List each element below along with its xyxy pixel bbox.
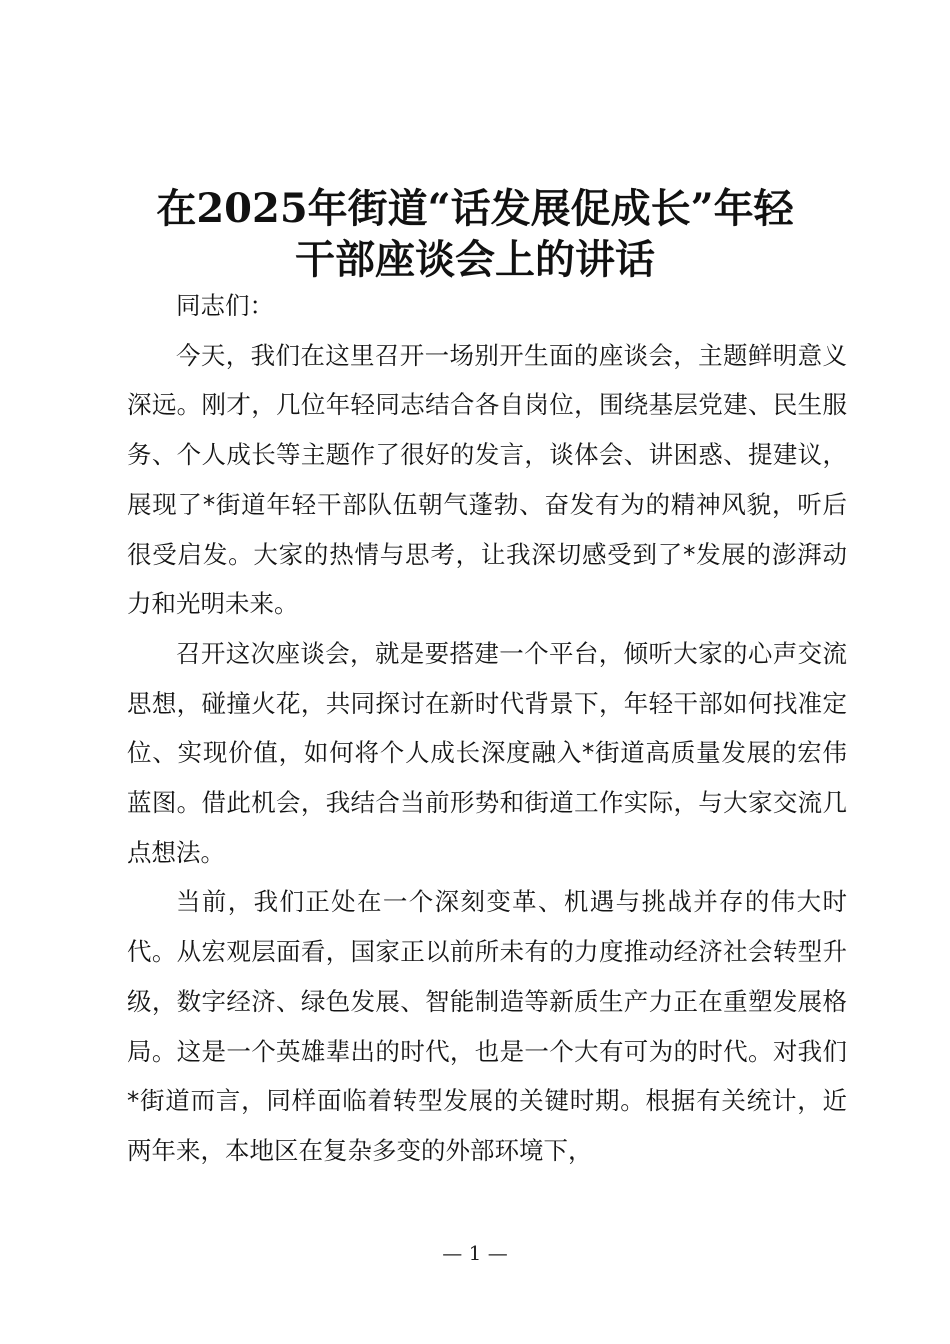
document-body <box>127 281 847 1176</box>
greeting: 同志们： <box>176 291 274 320</box>
document-title-line-2: 干部座谈会上的讲话 <box>295 236 655 283</box>
document-title-line-1: 在2025年街道“话发展促成长”年轻 <box>156 185 794 232</box>
page-number: — 1 — <box>442 1241 508 1265</box>
paragraph-3: 当前，我们正处在一个深刻变革、机遇与挑战并存的伟大时代。从宏观层面看，国家正以前所未有的力度推动经济社会转型升级，数字经济、绿色发展、智能制造等新质生产力正在重塑发展格局。这是一个英雄辈出的时代，也是一个大有可为的时代。对我们*街道而言，同样面临着转型发展的关键时期。根据有关统计，近两年来，本地区在复杂多变的外部环境下， <box>127 887 847 1165</box>
paragraph-2: 召开这次座谈会，就是要搭建一个平台，倾听大家的心声交流思想，碰撞火花，共同探讨在新时代背景下，年轻干部如何找准定位、实现价值，如何将个人成长深度融入*街道高质量发展的宏伟蓝图。借此机会，我结合当前形势和街道工作实际，与大家交流几点想法。 <box>127 638 847 867</box>
paragraph-1: 今天，我们在这里召开一场别开生面的座谈会，主题鲜明意义深远。刚才，几位年轻同志结合各自岗位，围绕基层党建、民生服务、个人成长等主题作了很好的发言，谈体会、讲困惑、提建议，展现了*街道年轻干部队伍朝气蓬勃、奋发有为的精神风貌，听后很受启发。大家的热情与思考，让我深切感受到了*发展的澎湃动力和光明未来。 <box>127 340 847 619</box>
